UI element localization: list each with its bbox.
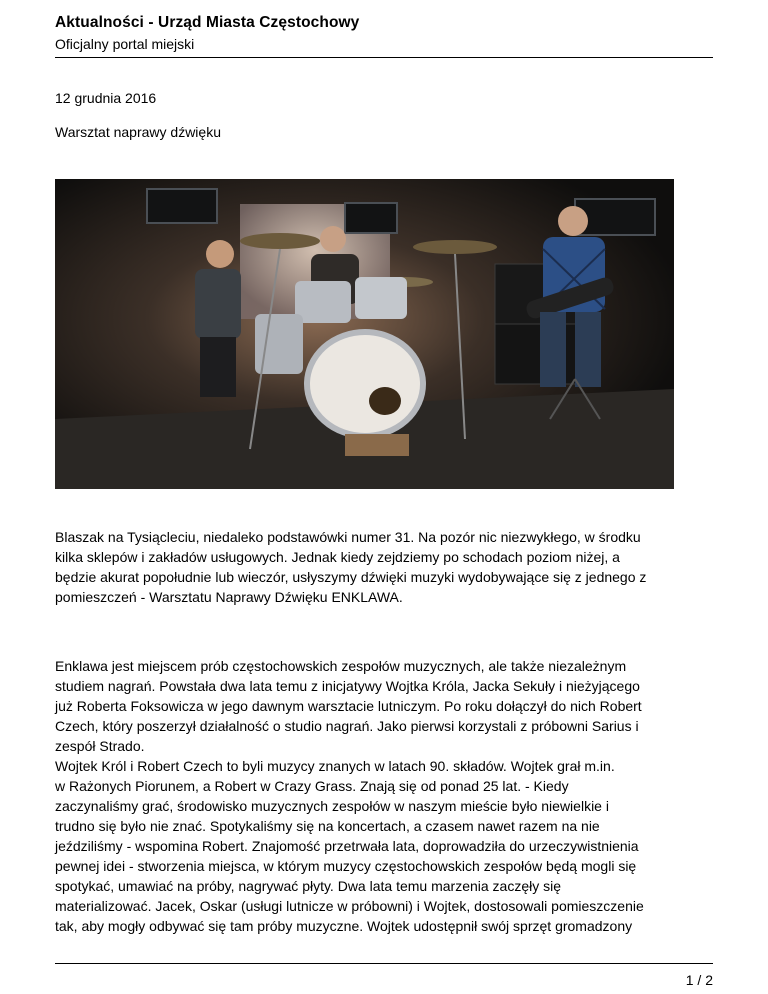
page-number: 1 / 2	[685, 972, 713, 988]
article-title: Warsztat naprawy dźwięku	[55, 124, 221, 140]
footer-divider	[55, 963, 713, 964]
site-subtitle: Oficjalny portal miejski	[55, 36, 195, 52]
article-date: 12 grudnia 2016	[55, 90, 157, 106]
site-title: Aktualności - Urząd Miasta Częstochowy	[55, 14, 360, 31]
article-paragraph-2: Enklawa jest miejscem prób częstochowskich zespołów muzycznych, ale także niezależnym studiem nagrań. Powstała dwa lata temu z inicjatywy Wojtka Króla, Jacka Sekuły i nieżyjącego już Roberta Foksowicza w jego dawnym warsztacie lutniczym. Po roku dołączył do nich Robert Czech, który poszerzył działalność o studio nagrań. Jako pierwsi korzystali z próbowni Sarius i zespół Strado. Wojtek Król i Robert Czech to byli muzycy znanych w latach 90. składów. Wojtek grał m.in. w Rażonych Piorunem, a Robert w Crazy Grass. Znają się od ponad 25 lat. - Kiedy zaczynaliśmy grać, środowisko muzycznych zespołów w naszym mieście było niewielkie i trudno się było nie znać. Spotykaliśmy się na koncertach, a czasem nawet razem na nie jeździliśmy - wspomina Robert. Znajomość przetrwała lata, doprowadziła do urzeczywistnienia pewnej idei - stworzenia miejsca, w którym muzycy częstochowskich zespołów będą mogli się spotykać, umawiać na próby, nagrywać płyty. Dwa lata temu marzenia zaczęły się materializować. Jacek, Oskar (usługi lutnicze w próbowni) i Wojtek, dostosowali pomieszczenie tak, aby mogły odbywać się tam próby muzyczne. Wojtek udostępnił swój sprzęt gromadzony	[55, 658, 644, 934]
article-paragraph-1: Blaszak na Tysiącleciu, niedaleko podstawówki numer 31. Na pozór nic niezwykłego, w środku kilka sklepów i zakładów usługowych. Jednak kiedy zejdziemy po schodach poziom niżej, a będzie akurat popołudnie lub wieczór, usłyszymy dźwięki muzyki wydobywające się z jednego z pomieszczeń - Warsztatu Naprawy Dźwięku ENKLAWA.	[55, 529, 647, 605]
article-photo	[55, 179, 674, 489]
header-divider	[55, 57, 713, 58]
